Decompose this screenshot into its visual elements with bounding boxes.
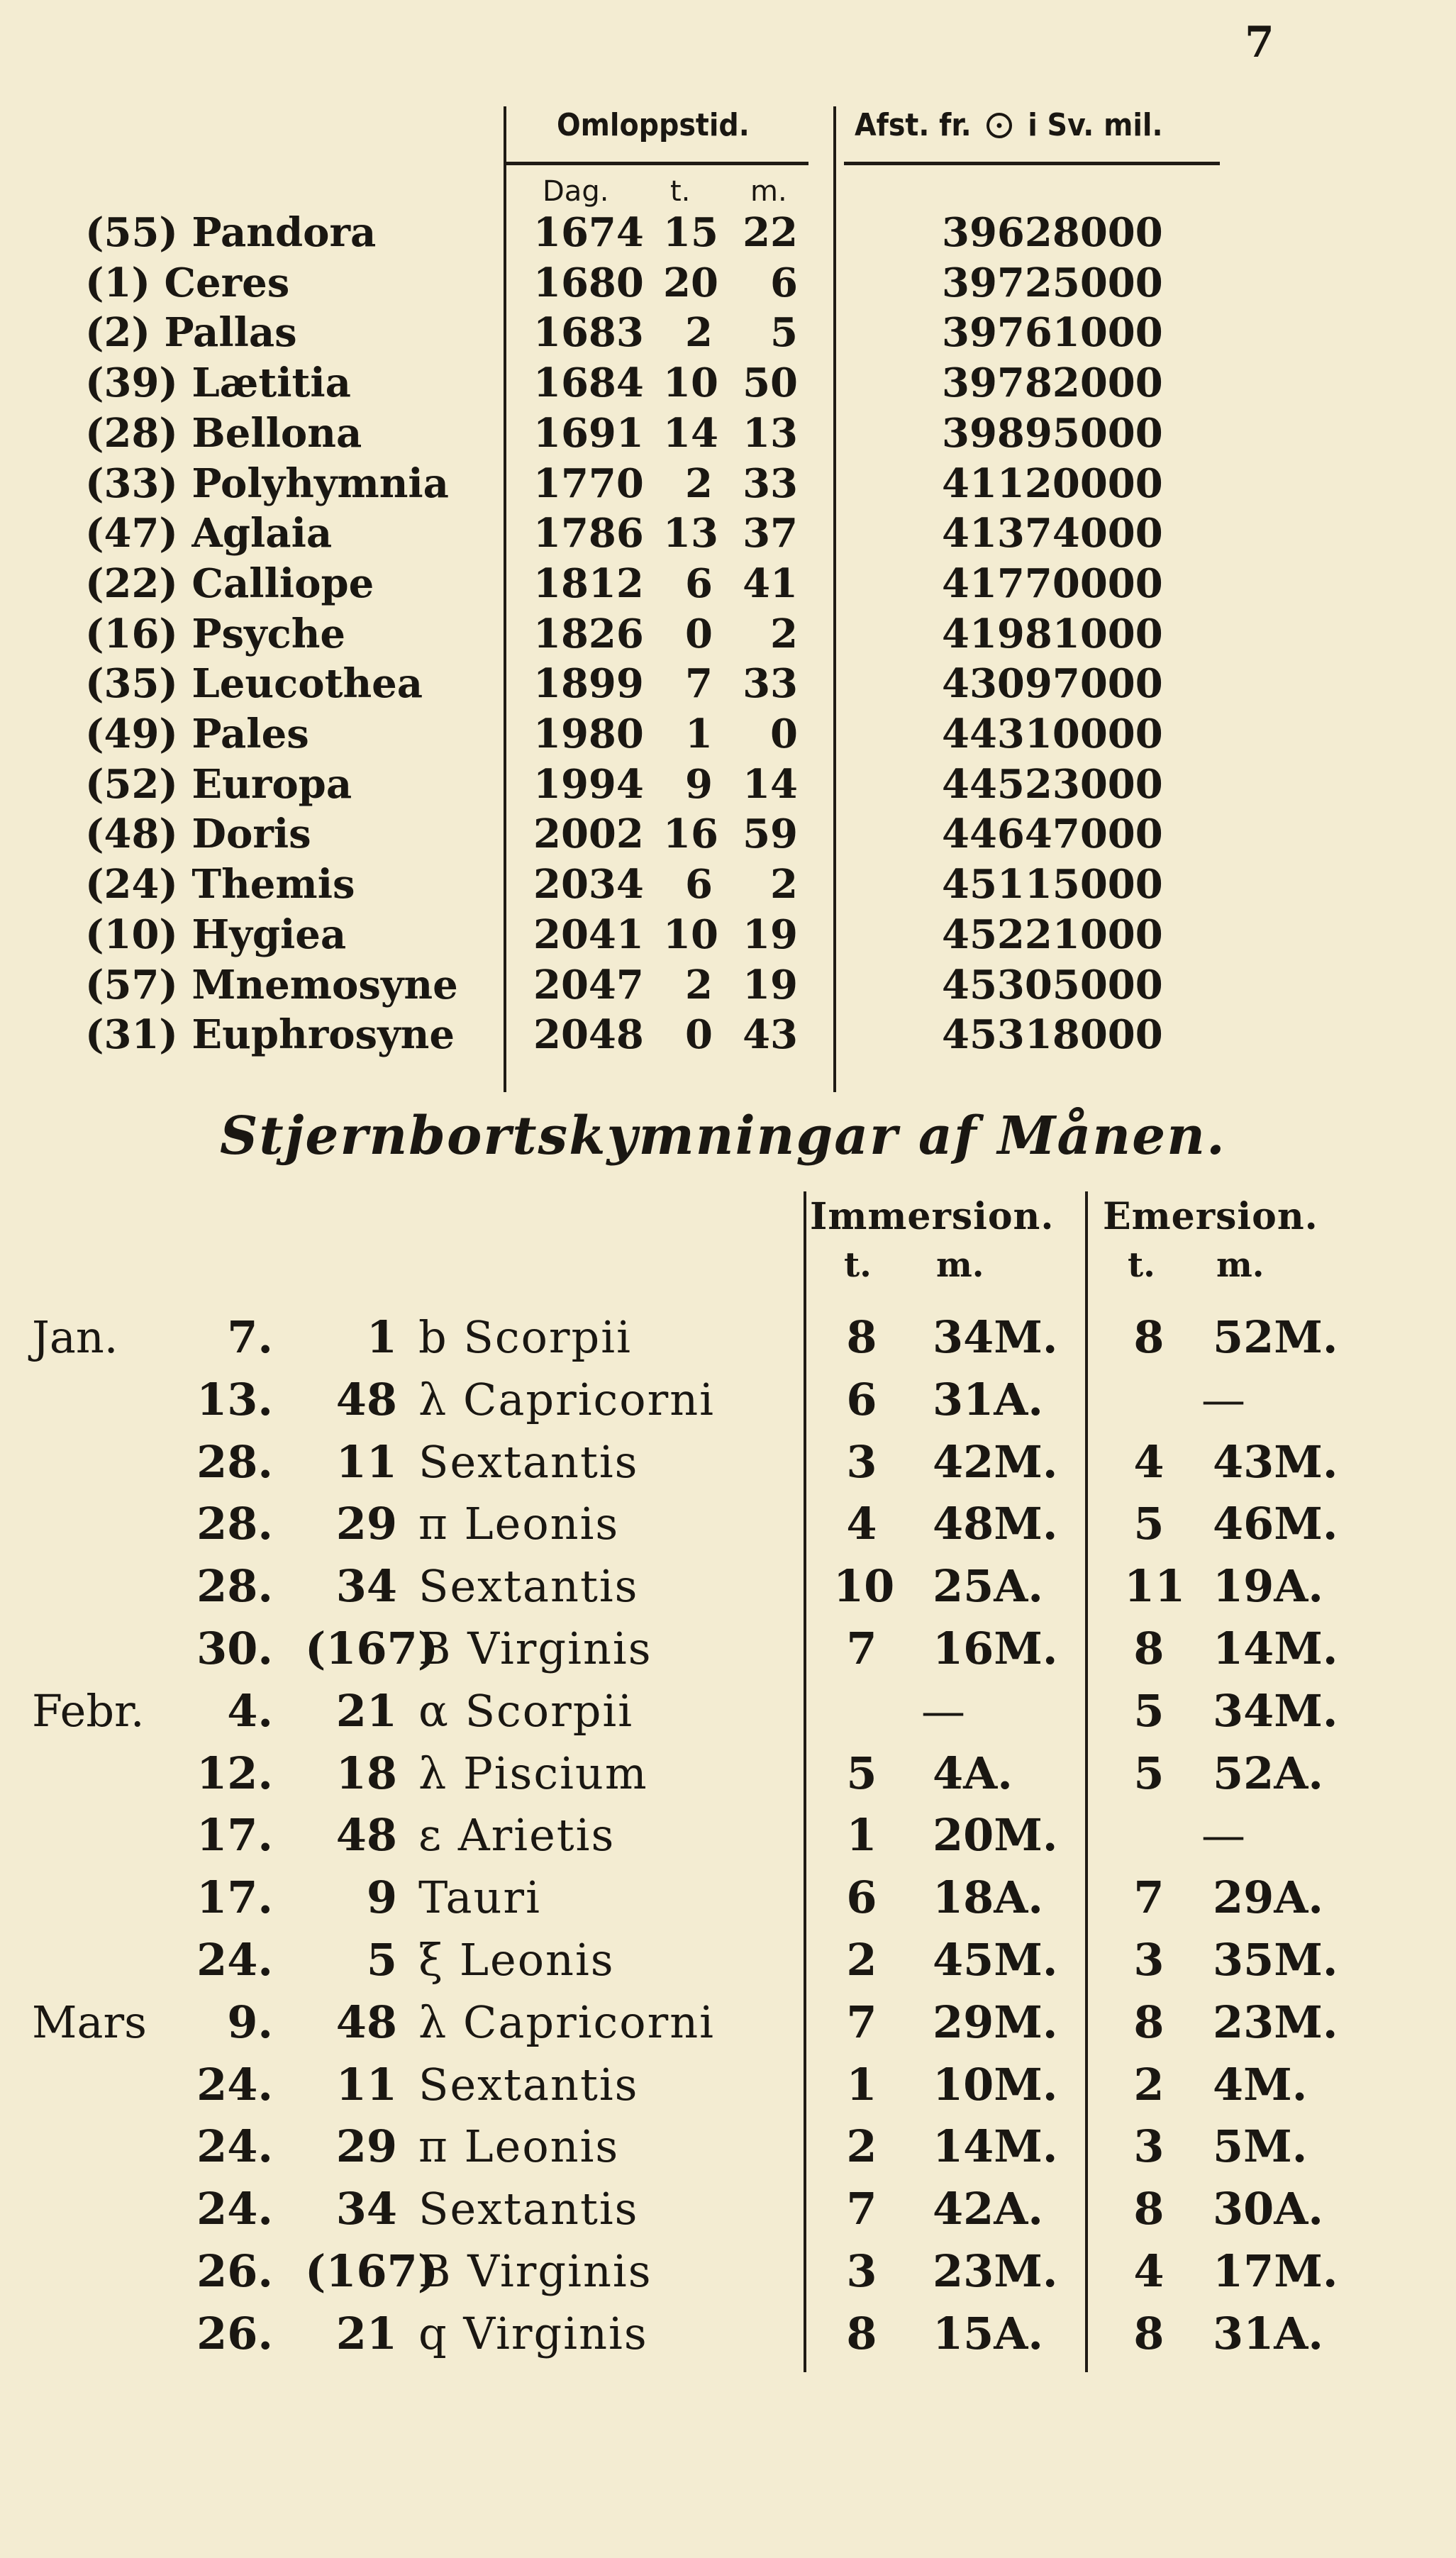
period-hours: 2 [685,460,713,507]
emersion-minute: 4M. [1213,2058,1308,2111]
day: 30. [196,1623,273,1674]
asteroid-name: (16) Psyche [85,610,346,657]
immersion-hour: 8 [846,1311,877,1363]
occultation-row [0,2307,1456,2369]
immersion-hour: 3 [846,2245,877,2297]
period-days: 1812 [533,560,644,607]
emersion-hour: 8 [1133,2307,1165,2359]
period-minutes: 13 [743,409,798,457]
period-days: 2041 [533,911,644,958]
distance-value: 44310000 [942,711,1163,757]
occultation-title: Stjernbortskymningar af Månen. [220,1106,1226,1167]
period-minutes: 33 [743,460,798,507]
asteroid-row [0,460,1456,513]
immersion-hour: 1 [846,1809,877,1862]
immersion-hour: 7 [846,1623,877,1674]
period-days: 1684 [533,360,644,407]
emersion-hour: 8 [1133,1996,1165,2048]
period-hours: 13 [663,510,718,557]
immersion-minute: 23M. [933,2245,1058,2297]
immersion-hour: 6 [846,1373,877,1425]
period-minutes: 14 [743,760,798,808]
distance-value: 41374000 [942,510,1163,557]
asteroid-name: (48) Doris [85,811,311,858]
immersion-minute: 29M. [933,1996,1058,2048]
day: 24. [196,2058,273,2111]
immersion-hour: 6 [846,1872,877,1924]
distance-value: 39725000 [942,259,1163,306]
star-name: ξ Leonis [418,1934,615,1986]
star-number: 29 [335,2120,397,2173]
day: 7. [227,1311,273,1363]
star-name: b Scorpii [418,1311,632,1363]
day: 9. [227,1996,273,2048]
occultation-row [0,1435,1456,1497]
asteroid-name: (31) Euphrosyne [85,1011,455,1059]
star-number: 48 [335,1809,397,1862]
day: 4. [227,1684,273,1737]
star-number: 48 [335,1373,397,1425]
period-days: 1899 [533,660,644,708]
immersion-hour: 7 [846,2183,877,2235]
asteroid-name: (10) Hygiea [85,911,347,958]
asteroid-row [0,209,1456,262]
period-hours: 2 [685,309,713,357]
period-minutes: 37 [743,510,798,557]
immersion-minute: 14M. [933,2120,1058,2173]
occultation-row [0,2183,1456,2244]
period-hours: 10 [663,360,718,407]
emersion-minute: 19A. [1213,1560,1323,1613]
month: Jan. [32,1311,118,1363]
occultation-row [0,1498,1456,1559]
star-name: π Leonis [418,2120,620,2173]
occultation-row [0,1809,1456,1870]
emersion-minute: 35M. [1213,1934,1338,1986]
asteroid-name: (1) Ceres [85,259,290,306]
immersion-minute: 16M. [933,1623,1058,1674]
day: 12. [196,1747,273,1799]
immersion-minute: 42A. [933,2183,1043,2235]
star-number: 9 [366,1872,397,1924]
star-number: 21 [335,2307,397,2359]
star-number: 1 [366,1311,397,1363]
immersion-minute: 18A. [933,1872,1043,1924]
occultation-row [0,1996,1456,2057]
distance-header-suffix: i Sv. mil. [1028,107,1163,143]
emersion-minute: 34M. [1213,1684,1338,1737]
distance-value: 39761000 [942,309,1163,357]
sun-symbol-icon [985,111,1013,140]
star-name: λ Piscium [418,1747,648,1799]
asteroid-row [0,660,1456,713]
asteroid-name: (47) Aglaia [85,510,333,557]
immersion-sub-m: m. [936,1245,984,1285]
asteroid-row [0,259,1456,313]
asteroid-name: (24) Themis [85,861,355,908]
distance-value: 39628000 [942,209,1163,256]
immersion-minute: 25A. [933,1560,1043,1613]
period-hours: 6 [685,861,713,908]
period-hours: 9 [685,760,713,808]
distance-header-prefix: Afst. fr. [855,107,972,143]
distance-value: 45305000 [942,961,1163,1008]
asteroid-row [0,560,1456,613]
emersion-minute: 29A. [1213,1872,1323,1924]
occultation-row [0,1684,1456,1746]
star-name: Sextantis [418,1435,639,1488]
emersion-hour: 4 [1133,2245,1165,2297]
emersion-hour: 4 [1133,1435,1165,1488]
day: 24. [196,2183,273,2235]
immersion-hour: 3 [846,1435,877,1488]
period-minutes: 2 [770,610,798,657]
period-days: 2048 [533,1011,644,1059]
emersion-sub-m: m. [1216,1245,1265,1285]
distance-value: 44523000 [942,760,1163,808]
period-days: 1683 [533,309,644,357]
emersion-hour: 3 [1133,1934,1165,1986]
emersion-minute: 52M. [1213,1311,1338,1363]
distance-value: 41981000 [942,610,1163,657]
period-days: 1994 [533,760,644,808]
emersion-hour: 7 [1133,1872,1165,1924]
emersion-minute: 31A. [1213,2307,1323,2359]
asteroid-name: (57) Mnemosyne [85,961,458,1008]
immersion-minute: 15A. [933,2307,1043,2359]
immersion-minute: 20M. [933,1809,1058,1862]
star-name: α Scorpii [418,1684,634,1737]
emersion-hour: 5 [1133,1684,1165,1737]
day: 24. [196,2120,273,2173]
asteroid-name: (49) Pales [85,711,309,757]
period-days: 2034 [533,861,644,908]
asteroid-row [0,360,1456,413]
star-name: Tauri [418,1872,541,1924]
asteroid-row [0,309,1456,362]
emersion-hour: 3 [1133,2120,1165,2173]
emersion-hour: 8 [1133,1311,1165,1363]
period-days: 1674 [533,209,644,256]
asteroid-row [0,760,1456,814]
period-days: 2002 [533,811,644,858]
period-header-rule [504,162,808,165]
period-hours: 7 [685,660,713,708]
occultation-row [0,1872,1456,1933]
occultation-row [0,1560,1456,1621]
star-name: B Virginis [418,1623,652,1674]
star-number: (167) [305,1623,439,1674]
day: 28. [196,1435,273,1488]
period-minutes: 6 [770,259,798,306]
asteroid-row [0,610,1456,664]
period-days: 2047 [533,961,644,1008]
distance-value: 39782000 [942,360,1163,407]
period-header: Omloppstid. [557,107,750,143]
star-name: ε Arietis [418,1809,616,1862]
day: 13. [196,1373,273,1425]
period-minutes: 19 [743,911,798,958]
emersion-header: Emersion. [1103,1195,1318,1238]
period-minutes: 2 [770,861,798,908]
emersion-hour: 8 [1133,2183,1165,2235]
immersion-hour: 2 [846,1934,877,1986]
period-days: 1691 [533,409,644,457]
period-hours: 0 [685,1011,713,1059]
asteroid-name: (35) Leucothea [85,660,423,708]
distance-value: 45318000 [942,1011,1163,1059]
emersion-minute: 5M. [1213,2120,1308,2173]
immersion-hour: 2 [846,2120,877,2173]
sub-m: m. [750,175,787,208]
immersion-minute: 48M. [933,1498,1058,1550]
asteroid-row [0,811,1456,864]
immersion-hour: 10 [833,1560,895,1613]
asteroid-row [0,711,1456,764]
asteroid-name: (39) Lætitia [85,360,351,407]
star-name: q Virginis [418,2307,648,2359]
period-minutes: 5 [770,309,798,357]
emersion-hour: 5 [1133,1747,1165,1799]
star-number: 34 [335,2183,397,2235]
period-hours: 14 [663,409,718,457]
day: 26. [196,2245,273,2297]
occultation-row [0,1747,1456,1808]
asteroid-name: (22) Calliope [85,560,374,607]
asteroid-name: (55) Pandora [85,209,377,256]
period-minutes: 41 [743,560,798,607]
emersion-minute: 52A. [1213,1747,1323,1799]
immersion-hour: 4 [846,1498,877,1550]
day: 17. [196,1872,273,1924]
day: 28. [196,1498,273,1550]
star-number: 29 [335,1498,397,1550]
immersion-minute: 34M. [933,1311,1058,1363]
period-days: 1770 [533,460,644,507]
distance-value: 39895000 [942,409,1163,457]
emersion-hour: 11 [1124,1560,1186,1613]
distance-value: 41770000 [942,560,1163,607]
immersion-hour: 8 [846,2307,877,2359]
immersion-hour: 1 [846,2058,877,2111]
sub-t: t. [670,175,691,208]
occultation-row [0,1623,1456,1684]
emersion-hour: 2 [1133,2058,1165,2111]
star-number: 5 [366,1934,397,1986]
asteroid-name: (52) Europa [85,760,352,808]
asteroid-row [0,409,1456,463]
immersion-minute: 4A. [933,1747,1013,1799]
immersion-minute: 42M. [933,1435,1058,1488]
distance-value: 41120000 [942,460,1163,507]
day: 26. [196,2307,273,2359]
star-number: 18 [335,1747,397,1799]
emersion-minute: 23M. [1213,1996,1338,2048]
star-name: λ Capricorni [418,1373,716,1425]
star-number: 11 [335,2058,397,2111]
page-number: 7 [1245,18,1274,67]
period-minutes: 50 [743,360,798,407]
sub-dag: Dag. [543,175,609,208]
emersion-minute: 46M. [1213,1498,1338,1550]
distance-value: 44647000 [942,811,1163,858]
period-hours: 16 [663,811,718,858]
immersion-header: Immersion. [810,1195,1055,1238]
asteroid-name: (28) Bellona [85,409,362,457]
day: 28. [196,1560,273,1613]
star-name: π Leonis [418,1498,620,1550]
emersion-minute: 43M. [1213,1435,1338,1488]
occultation-row [0,1373,1456,1435]
asteroid-row [0,510,1456,563]
star-number: 11 [335,1435,397,1488]
occultation-row [0,2120,1456,2181]
distance-header-rule [844,162,1220,165]
immersion-sub-t: t. [844,1245,872,1285]
emersion-hour: 8 [1133,1623,1165,1674]
star-name: Sextantis [418,2183,639,2235]
asteroid-name: (2) Pallas [85,309,297,357]
period-days: 1786 [533,510,644,557]
period-minutes: 22 [743,209,798,256]
month: Mars [32,1996,147,2048]
star-name: B Virginis [418,2245,652,2297]
period-minutes: 33 [743,660,798,708]
period-minutes: 19 [743,961,798,1008]
distance-value: 43097000 [942,660,1163,708]
distance-value: 45221000 [942,911,1163,958]
star-name: Sextantis [418,2058,639,2111]
immersion-minute: 10M. [933,2058,1058,2111]
immersion-minute: 31A. [933,1373,1043,1425]
period-minutes: 0 [770,711,798,757]
emersion-minute: 30A. [1213,2183,1323,2235]
period-days: 1980 [533,711,644,757]
immersion-hour: 5 [846,1747,877,1799]
emersion-hour: 5 [1133,1498,1165,1550]
period-minutes: 43 [743,1011,798,1059]
emersion-minute: 14M. [1213,1623,1338,1674]
emersion-none: — [1201,1809,1245,1862]
period-hours: 15 [663,209,718,256]
star-number: (167) [305,2245,439,2297]
star-number: 48 [335,1996,397,2048]
period-hours: 1 [685,711,713,757]
period-days: 1826 [533,610,644,657]
period-hours: 10 [663,911,718,958]
period-hours: 20 [663,259,718,306]
immersion-none: — [921,1684,965,1737]
day: 17. [196,1809,273,1862]
distance-header [855,107,1163,143]
emersion-minute: 17M. [1213,2245,1338,2297]
immersion-hour: 7 [846,1996,877,2048]
asteroid-row [0,961,1456,1015]
star-name: λ Capricorni [418,1996,716,2048]
distance-value: 45115000 [942,861,1163,908]
asteroid-row [0,1011,1456,1064]
asteroid-row [0,911,1456,964]
occultation-row [0,2245,1456,2306]
period-minutes: 59 [743,811,798,858]
immersion-minute: 45M. [933,1934,1058,1986]
emersion-sub-t: t. [1128,1245,1155,1285]
month: Febr. [32,1684,145,1737]
period-hours: 2 [685,961,713,1008]
asteroid-row [0,861,1456,914]
occultation-row [0,1934,1456,1995]
day: 24. [196,1934,273,1986]
star-name: Sextantis [418,1560,639,1613]
occultation-row [0,2058,1456,2120]
occultation-row [0,1311,1456,1372]
star-number: 34 [335,1560,397,1613]
period-hours: 6 [685,560,713,607]
emersion-none: — [1201,1373,1245,1425]
period-days: 1680 [533,259,644,306]
period-hours: 0 [685,610,713,657]
star-number: 21 [335,1684,397,1737]
asteroid-name: (33) Polyhymnia [85,460,449,507]
